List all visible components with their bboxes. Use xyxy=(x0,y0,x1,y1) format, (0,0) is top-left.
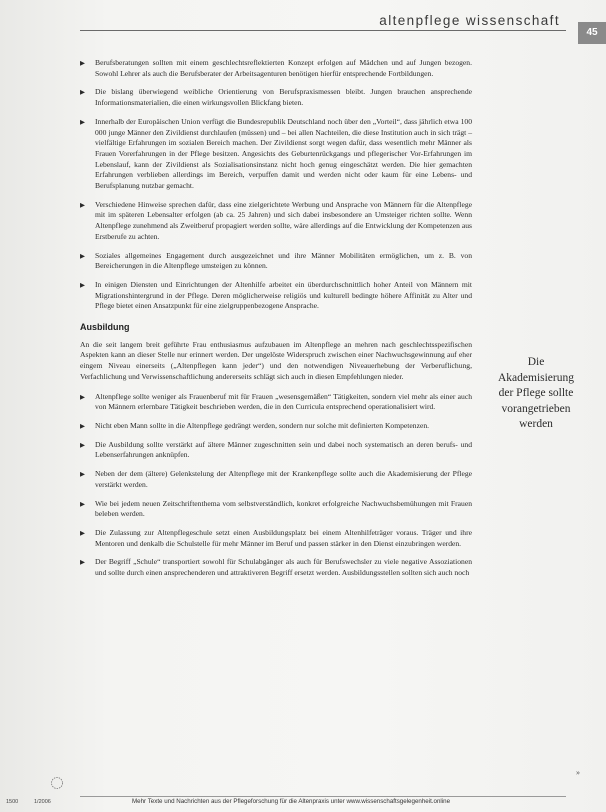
list-item-text: Die bislang überwiegend weibliche Orientierung von Berufspraxismessen bleibt. Jungen brauchen ansprechende Informationsmaterialien, die einen wirkungsvollen Blickfang bieten. xyxy=(95,87,472,108)
section-paragraph: An die seit langem breit geführte Frau enthusiasmus aufzubauen im Altenpflege an mehren nach geschlechtsspezifischen Aspekten kann an dieser Stelle nur erinnert werden. Der ungelöste Widerspruch zwischen einer Nachwuchsgewinnung auf eher eingem Niveau einerseits („Altenpflegen kann jeder“) und den notwendigen Niveauerhebung der Verberuflichung, Verfachlichung und Verwissenschaftlichung andererseits schlägt sich auch in diesen Empfehlungen nieder. xyxy=(80,339,472,381)
list-item xyxy=(80,421,472,432)
running-head: altenpflege wissenschaft xyxy=(379,13,560,28)
triangle-bullet-icon: ▶ xyxy=(80,421,85,430)
list-item xyxy=(80,392,472,413)
pull-quote-line: der Pflege sollte xyxy=(498,387,574,399)
list-item-text: Nicht eben Mann sollte in die Altenpflege gedrängt werden, sondern nur solche mit definierten Kompetenzen. xyxy=(95,420,430,430)
triangle-bullet-icon: ▶ xyxy=(80,200,85,209)
footer-code: 1500 xyxy=(6,799,19,805)
triangle-bullet-icon: ▶ xyxy=(80,251,85,260)
list-item xyxy=(80,499,472,520)
list-item xyxy=(80,469,472,490)
stamp-icon xyxy=(50,776,64,790)
list-item-text: In einigen Diensten und Einrichtungen der Altenhilfe arbeitet ein überdurchschnittlich hoher Anteil von Männern mit Migrationshintergrund in der Pflege. Deren möglicherweise religiös und kulturell bedingte höhere Affinität zu Alter und Pflege bietet einen Ansatzpunkt für eine zielgruppenbezogene Ansprache. xyxy=(95,279,472,311)
pull-quote-line: werden xyxy=(519,418,553,430)
triangle-bullet-icon: ▶ xyxy=(80,528,85,537)
list-item-text: Innerhalb der Europäischen Union verfügt die Bundesrepublik Deutschland noch über den „Vorteil“, dass jährlich etwa 100 000 junge Männer den Zivildienst durchlaufen (müssen) und – bei allen Nachteilen, die diese Institution auch in sich trägt – vielfältige Erfahrungen im sozialen Bereich machen. Der Zivildienst sorgt wegen dafür, dass wesentlich mehr Männer als Frauen Vorerfahrungen in der Pflege besitzen. Angesichts des Geburtenrückgangs und pflegerischer Vor-Erfahrungen im Lebenslauf, kann der Zivildienst als Sozialisationsinstanz nicht hoch genug eingeschätzt werden. Die hier gemachten Erfahrungen verblieben allerdings im Bereich, verpuffen damit und werden nicht oder kaum für eine Lebens- und Berufsplanung nutzbar gemacht. xyxy=(95,116,472,191)
page-header xyxy=(0,0,606,40)
list-item xyxy=(80,117,472,192)
list-item-text: Der Begriff „Schule“ transportiert sowohl für Schulabgänger als auch für Berufswechsler zu viele negative Assoziationen und sollte durch einen ansprechenderen und attraktiveren Begriff ersetzt werden. Ausbildungsstellen sollten sich auch noch xyxy=(95,557,472,578)
list-item-text: Neben der dem (ältere) Gelenkstelung der Altenpflege mit der Krankenpflege sollte auch die Akademisierung der Pflege verstärkt werden. xyxy=(95,469,472,489)
footer-text: Mehr Texte und Nachrichten aus der Pflegeforschung für die Altenpraxis unter www.wissenschaftsgelegenheit.online xyxy=(132,798,451,805)
list-item xyxy=(80,200,472,243)
triangle-bullet-icon: ▶ xyxy=(80,558,85,567)
margin-pull-quote xyxy=(483,355,589,433)
list-item-text: Die Ausbildung sollte verstärkt auf ältere Männer zugeschnitten sein und dabei noch systematisch an deren berufs- und Lebenserfahrungen anknüpfen. xyxy=(95,439,472,460)
section-heading: Ausbildung xyxy=(80,322,130,333)
header-rule xyxy=(80,30,566,31)
list-item xyxy=(80,87,472,108)
list-item xyxy=(80,280,472,312)
pull-quote-line: Die xyxy=(527,356,545,368)
triangle-bullet-icon: ▶ xyxy=(80,392,85,401)
triangle-bullet-icon: ▶ xyxy=(80,499,85,508)
list-item-text: Altenpflege sollte weniger als Frauenberuf mit für Frauen „wesensgemäßen“ Tätigkeiten, sondern viel mehr als einer auch von Männern erlernbare Tätigkeit beschrieben werden, die in den Curricula entsprechend operationalisiert wird. xyxy=(95,391,472,412)
list-item xyxy=(80,251,472,272)
list-item xyxy=(80,58,472,79)
footer-rule xyxy=(80,796,566,797)
list-item-text: Soziales allgemeines Engagement durch ausgezeichnet und ihre Männer Mobilitäten ermöglichen, um z. B. von Bereicherungen in die Altenpflege umsteigen zu können. xyxy=(95,250,472,271)
continuation-mark: » xyxy=(576,768,580,777)
list-item-text: Berufsberatungen sollten mit einem geschlechtsreflektierten Konzept erfolgen auf Mädchen und auf Jungen bezogen. Sowohl Lehrer als auch die Berufsberater der Arbeitsagenturen benötigen hierfür entsprechende Fortbildungen. xyxy=(95,58,472,78)
main-column xyxy=(80,58,472,587)
page-number: 45 xyxy=(578,22,606,44)
triangle-bullet-icon: ▶ xyxy=(80,280,85,289)
pull-quote-line: Akademisierung xyxy=(497,371,574,384)
triangle-bullet-icon: ▶ xyxy=(80,88,85,97)
list-item-text: Verschiedene Hinweise sprechen dafür, dass eine zielgerichtete Werbung und Ansprache von Männern für die Altenpflege mit im späteren Lebensalter erfolgen (ab ca. 25 Jahren) und sich dabei insbesondere an Umsteiger richten sollte. Wenn Altenpflege zunehmend als Zweitberuf propagiert werden sollte, wäre allerdings auf die Entwicklung der Kompetenzen aus Erstberufe zu achten. xyxy=(95,199,472,241)
triangle-bullet-icon: ▶ xyxy=(80,117,85,126)
list-item xyxy=(80,557,472,578)
triangle-bullet-icon: ▶ xyxy=(80,470,85,479)
triangle-bullet-icon: ▶ xyxy=(80,440,85,449)
pull-quote-line: vorangetrieben xyxy=(501,402,571,415)
triangle-bullet-icon: ▶ xyxy=(80,59,85,67)
list-item-text: Die Zulassung zur Altenpflegeschule setzt einen Ausbildungsplatz bei einem Altenhilfeträger voraus. Träger und ihre Mentoren und denkalb die Schulstelle für mehr Männer im Beruf und passen stärker in den Dienst einzubringen werden. xyxy=(95,527,472,548)
list-item xyxy=(80,440,472,461)
list-item-text: Wie bei jedem neuen Zeitschriftenthema vom selbstverständlich, konkret erfolgreiche Nachwuchsbemühungen mit Frauen beleben werden. xyxy=(95,498,472,519)
page-footer xyxy=(0,794,606,812)
footer-issue: 1/2006 xyxy=(34,799,51,805)
list-item xyxy=(80,528,472,549)
